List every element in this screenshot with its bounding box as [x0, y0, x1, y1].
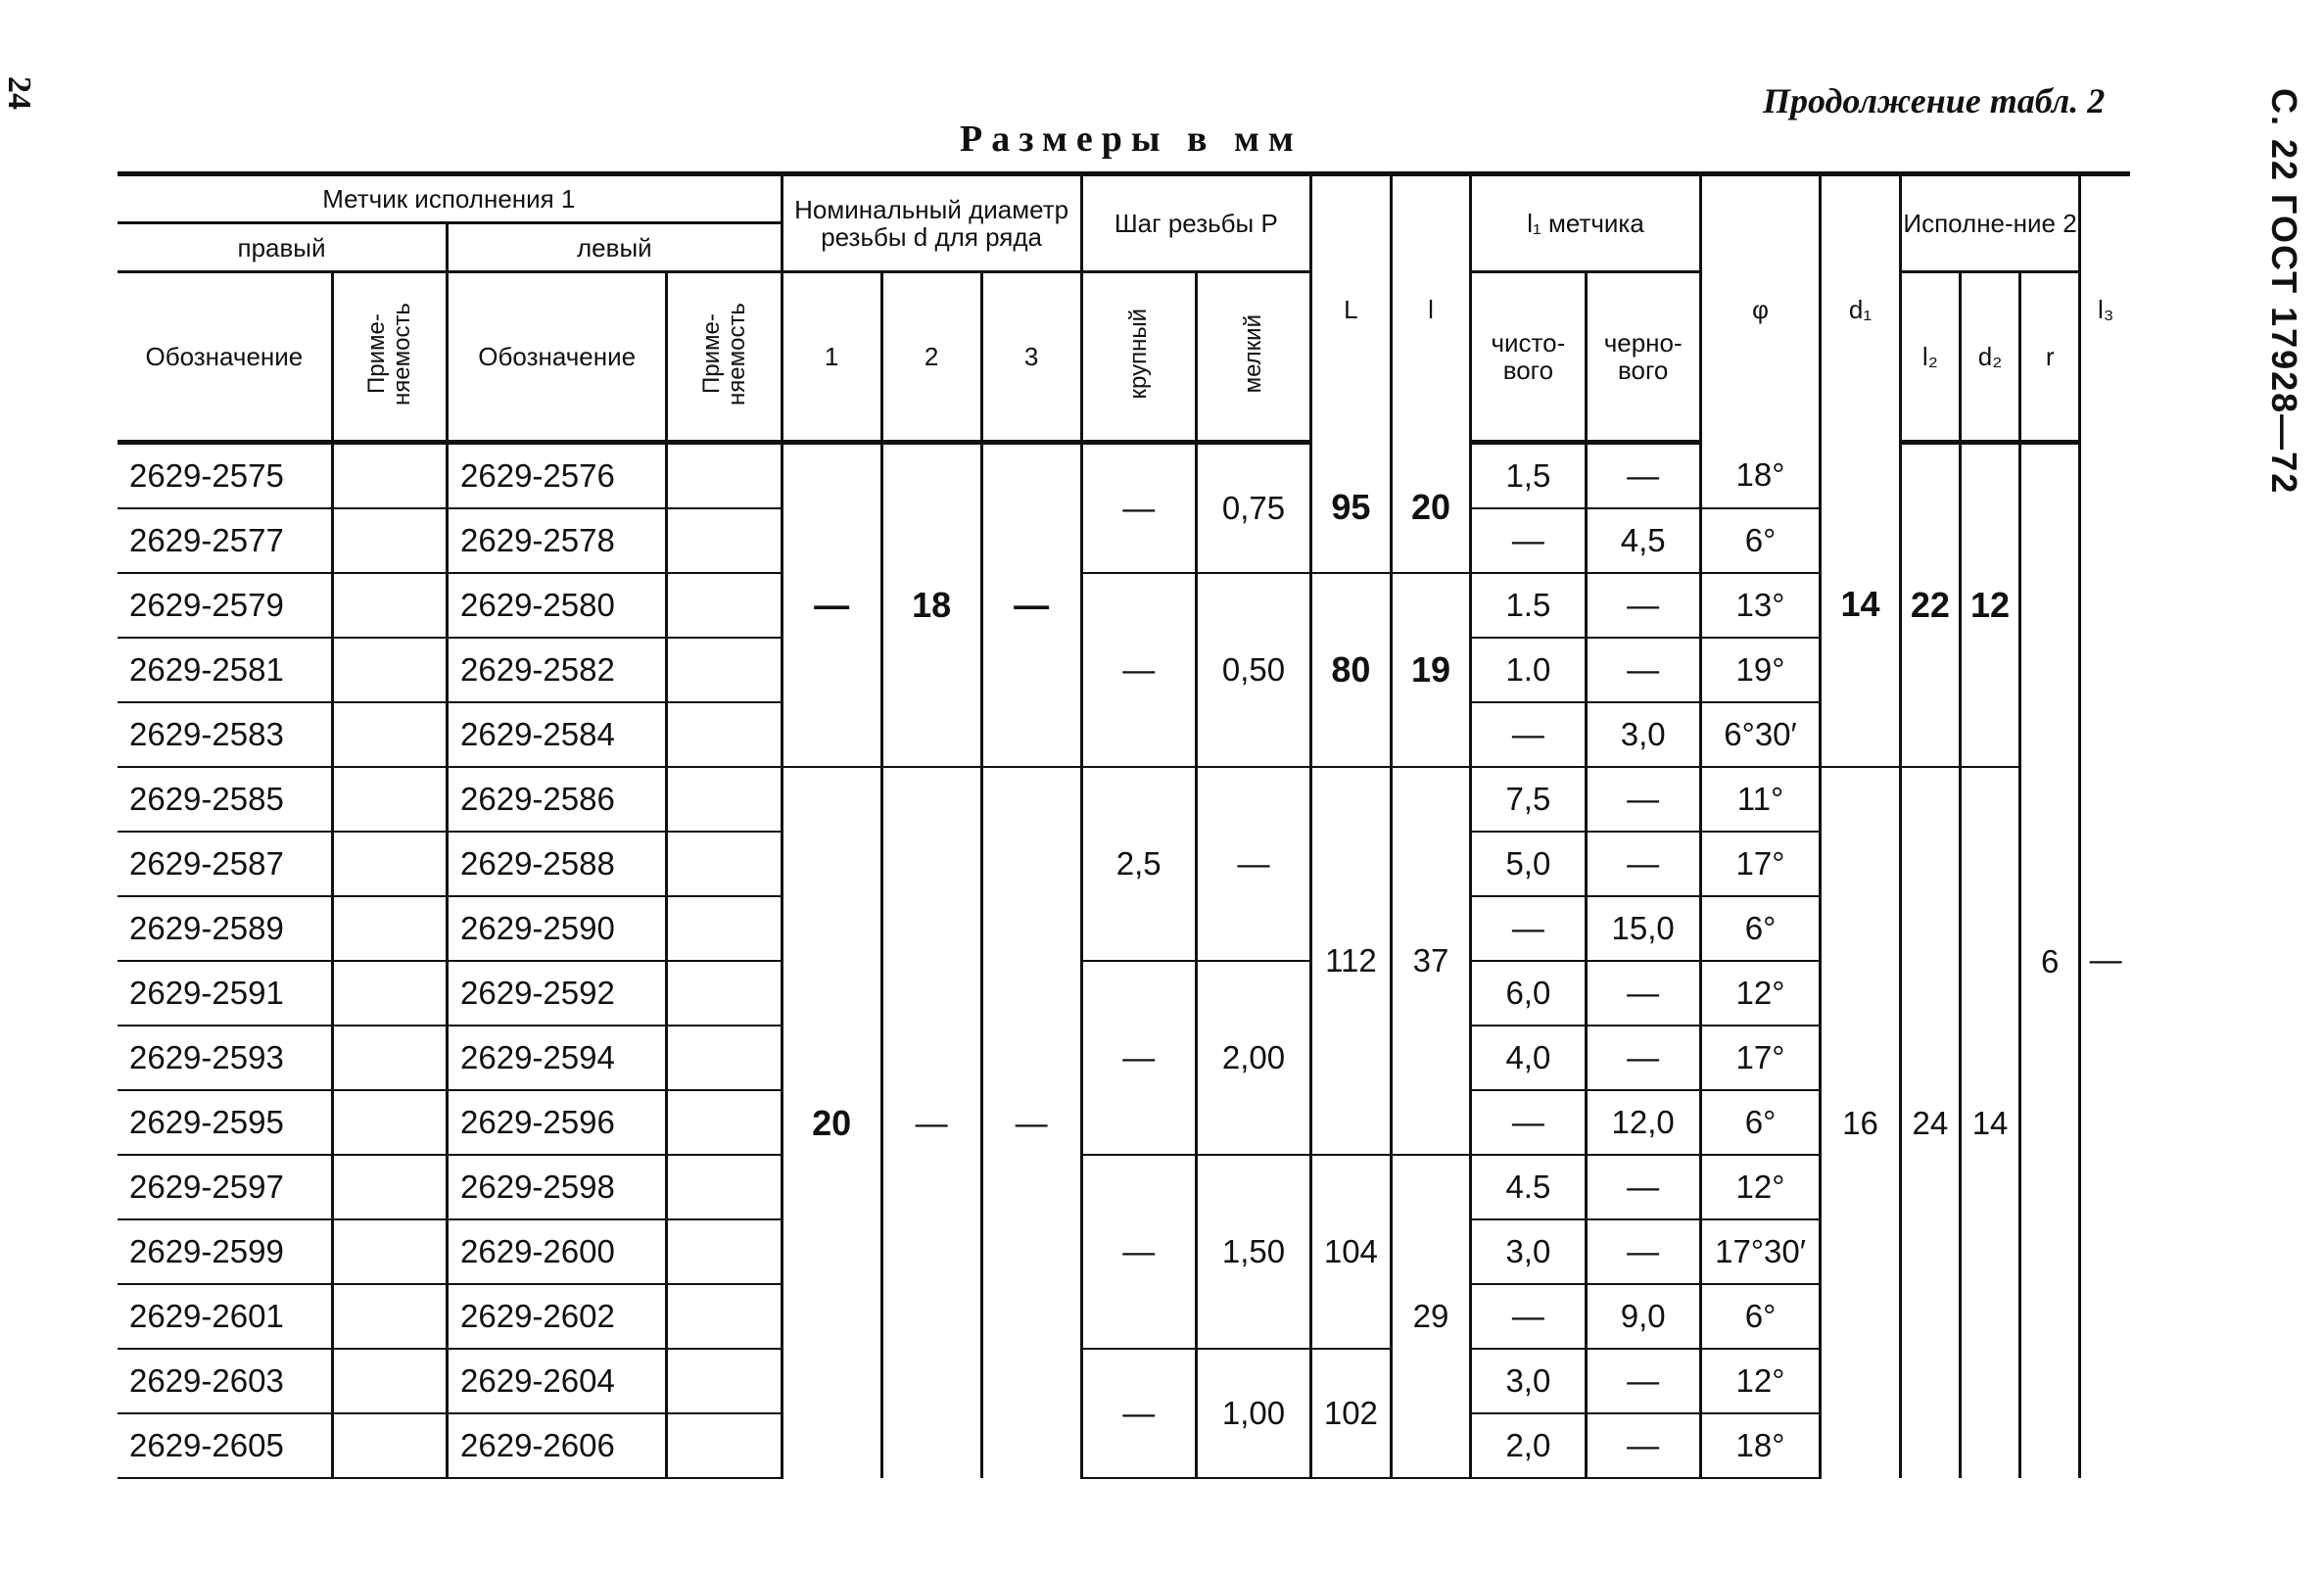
header-l3: l₃	[2080, 174, 2130, 443]
L-value: 95	[1311, 443, 1392, 574]
l1-roughing: —	[1586, 638, 1700, 702]
designation-right: 2629-2595	[118, 1090, 332, 1155]
l1-finishing: 7,5	[1471, 767, 1586, 832]
phi-value: 11°	[1700, 767, 1820, 832]
designation-right: 2629-2605	[118, 1413, 332, 1478]
l1-roughing: —	[1586, 1219, 1700, 1284]
phi-value: 12°	[1700, 961, 1820, 1026]
l1-roughing: —	[1586, 443, 1700, 509]
header-l1: l₁ метчика	[1471, 174, 1701, 272]
designation-left: 2629-2582	[448, 638, 667, 702]
designation-right: 2629-2583	[118, 702, 332, 767]
diameter-row3: —	[981, 443, 1081, 768]
l1-finishing: 2,0	[1471, 1413, 1586, 1478]
l-value: 19	[1391, 573, 1471, 767]
header-row3: 3	[981, 272, 1081, 443]
header-applicability-left: Приме- няемость	[697, 303, 750, 406]
header-L: L	[1311, 174, 1392, 443]
l1-roughing: 15,0	[1586, 896, 1700, 961]
pitch-coarse: 2,5	[1081, 767, 1196, 961]
pitch-fine: 0,50	[1196, 573, 1310, 767]
l1-roughing: 3,0	[1586, 702, 1700, 767]
applicability-left	[667, 1349, 782, 1413]
header-r: r	[2020, 272, 2080, 443]
diameter-row1: 20	[782, 767, 881, 1478]
header-l2: l₂	[1900, 272, 1960, 443]
l-value: 29	[1391, 1155, 1471, 1478]
diameter-row3: —	[981, 767, 1081, 1478]
L-value: 80	[1311, 573, 1392, 767]
side-header: С. 22 ГОСТ 17928—72	[2264, 88, 2304, 496]
applicability-left	[667, 1284, 782, 1349]
designation-left: 2629-2576	[448, 443, 667, 509]
header-d2: d₂	[1960, 272, 2019, 443]
d1-value: 16	[1821, 767, 1901, 1478]
applicability-left	[667, 443, 782, 509]
diameter-row2: 18	[881, 443, 981, 768]
applicability-right	[332, 961, 447, 1026]
phi-value: 6°30′	[1700, 702, 1820, 767]
header-roughing: черно-вого	[1586, 272, 1700, 443]
header-finishing: чисто-вого	[1471, 272, 1586, 443]
l1-finishing: 1.5	[1471, 573, 1586, 638]
designation-left: 2629-2578	[448, 508, 667, 573]
applicability-right	[332, 443, 447, 509]
header-phi: φ	[1700, 174, 1820, 443]
l-value: 20	[1391, 443, 1471, 574]
pitch-fine: 0,75	[1196, 443, 1310, 574]
phi-value: 6°	[1700, 1284, 1820, 1349]
applicability-left	[667, 1026, 782, 1090]
applicability-right	[332, 1090, 447, 1155]
applicability-right	[332, 1026, 447, 1090]
page-number: 24	[1, 76, 37, 110]
designation-left: 2629-2580	[448, 573, 667, 638]
designation-left: 2629-2594	[448, 1026, 667, 1090]
header-exec2: Исполне-ние 2	[1900, 174, 2080, 272]
designation-left: 2629-2606	[448, 1413, 667, 1478]
units-caption: Размеры в мм	[960, 119, 1303, 160]
pitch-coarse: —	[1081, 1349, 1196, 1478]
pitch-coarse: —	[1081, 961, 1196, 1155]
l1-finishing: —	[1471, 1284, 1586, 1349]
pitch-fine: 1,50	[1196, 1155, 1310, 1349]
l-value: 37	[1391, 767, 1471, 1155]
applicability-left	[667, 638, 782, 702]
applicability-left	[667, 573, 782, 638]
pitch-coarse: —	[1081, 443, 1196, 574]
designation-right: 2629-2589	[118, 896, 332, 961]
applicability-left	[667, 508, 782, 573]
pitch-fine: 2,00	[1196, 961, 1310, 1155]
applicability-left	[667, 1219, 782, 1284]
applicability-right	[332, 1413, 447, 1478]
l1-roughing: —	[1586, 767, 1700, 832]
l1-roughing: —	[1586, 961, 1700, 1026]
l1-finishing: 6,0	[1471, 961, 1586, 1026]
l2-value: 24	[1900, 767, 1960, 1478]
header-applicability-right: Приме- няемость	[362, 303, 415, 406]
d2-value: 12	[1960, 443, 2019, 768]
applicability-right	[332, 832, 447, 896]
designation-right: 2629-2579	[118, 573, 332, 638]
l1-roughing: —	[1586, 1413, 1700, 1478]
designation-left: 2629-2600	[448, 1219, 667, 1284]
applicability-left	[667, 767, 782, 832]
header-applicability-right-cell	[332, 272, 447, 443]
designation-left: 2629-2598	[448, 1155, 667, 1219]
l1-finishing: —	[1471, 896, 1586, 961]
phi-value: 17°	[1700, 832, 1820, 896]
l1-finishing: 3,0	[1471, 1349, 1586, 1413]
designation-right: 2629-2587	[118, 832, 332, 896]
r-value: 6	[2020, 443, 2080, 1479]
header-row1: 1	[782, 272, 881, 443]
pitch-fine: —	[1196, 767, 1310, 961]
header-l: l	[1391, 174, 1471, 443]
L-value: 112	[1311, 767, 1392, 1155]
d1-value: 14	[1821, 443, 1901, 768]
l2-value: 22	[1900, 443, 1960, 768]
phi-value: 18°	[1700, 443, 1820, 509]
designation-left: 2629-2584	[448, 702, 667, 767]
pitch-coarse: —	[1081, 1155, 1196, 1349]
phi-value: 6°	[1700, 1090, 1820, 1155]
header-pitch: Шаг резьбы P	[1081, 174, 1311, 272]
header-fine: мелкий	[1239, 314, 1266, 394]
designation-left: 2629-2590	[448, 896, 667, 961]
designation-left: 2629-2604	[448, 1349, 667, 1413]
header-designation-left: Обозначение	[448, 272, 667, 443]
l1-roughing: 12,0	[1586, 1090, 1700, 1155]
applicability-right	[332, 702, 447, 767]
designation-right: 2629-2585	[118, 767, 332, 832]
applicability-right	[332, 573, 447, 638]
header-row2: 2	[881, 272, 981, 443]
l1-finishing: 4,0	[1471, 1026, 1586, 1090]
l1-finishing: 3,0	[1471, 1219, 1586, 1284]
pitch-fine: 1,00	[1196, 1349, 1310, 1478]
designation-left: 2629-2592	[448, 961, 667, 1026]
header-coarse: крупный	[1124, 309, 1152, 400]
designation-right: 2629-2593	[118, 1026, 332, 1090]
l1-roughing: —	[1586, 1349, 1700, 1413]
applicability-right	[332, 767, 447, 832]
designation-right: 2629-2601	[118, 1284, 332, 1349]
l1-finishing: —	[1471, 508, 1586, 573]
designation-right: 2629-2575	[118, 443, 332, 509]
diameter-row2: —	[881, 767, 981, 1478]
header-designation-right: Обозначение	[118, 272, 332, 443]
l1-finishing: 4.5	[1471, 1155, 1586, 1219]
header-applicability-left-cell	[667, 272, 782, 443]
designation-right: 2629-2591	[118, 961, 332, 1026]
designation-left: 2629-2596	[448, 1090, 667, 1155]
designation-right: 2629-2577	[118, 508, 332, 573]
phi-value: 13°	[1700, 573, 1820, 638]
l1-roughing: —	[1586, 573, 1700, 638]
applicability-right	[332, 638, 447, 702]
applicability-left	[667, 896, 782, 961]
applicability-left	[667, 1090, 782, 1155]
l1-finishing: 1.0	[1471, 638, 1586, 702]
header-tap-exec1: Метчик исполнения 1	[118, 174, 782, 223]
applicability-left	[667, 702, 782, 767]
l1-roughing: 4,5	[1586, 508, 1700, 573]
designation-right: 2629-2603	[118, 1349, 332, 1413]
l1-roughing: 9,0	[1586, 1284, 1700, 1349]
table-row	[118, 443, 2130, 509]
L-value: 104	[1311, 1155, 1392, 1349]
applicability-left	[667, 832, 782, 896]
header-nominal-diameter: Номинальный диаметр резьбы d для ряда	[782, 174, 1081, 272]
designation-right: 2629-2597	[118, 1155, 332, 1219]
l1-roughing: —	[1586, 1026, 1700, 1090]
applicability-right	[332, 1349, 447, 1413]
l1-finishing: —	[1471, 1090, 1586, 1155]
diameter-row1: —	[782, 443, 881, 768]
applicability-right	[332, 896, 447, 961]
header-coarse-cell	[1081, 272, 1196, 443]
dimensions-table	[118, 171, 2130, 1479]
phi-value: 17°	[1700, 1026, 1820, 1090]
table-row	[118, 767, 2130, 832]
L-value: 102	[1311, 1349, 1392, 1478]
d2-value: 14	[1960, 767, 2019, 1478]
phi-value: 19°	[1700, 638, 1820, 702]
phi-value: 12°	[1700, 1155, 1820, 1219]
designation-left: 2629-2602	[448, 1284, 667, 1349]
l1-finishing: —	[1471, 702, 1586, 767]
applicability-left	[667, 1413, 782, 1478]
applicability-right	[332, 1284, 447, 1349]
phi-value: 18°	[1700, 1413, 1820, 1478]
phi-value: 6°	[1700, 896, 1820, 961]
l1-finishing: 5,0	[1471, 832, 1586, 896]
header-left: левый	[448, 223, 783, 272]
l1-roughing: —	[1586, 832, 1700, 896]
designation-right: 2629-2599	[118, 1219, 332, 1284]
l1-finishing: 1,5	[1471, 443, 1586, 509]
phi-value: 17°30′	[1700, 1219, 1820, 1284]
phi-value: 12°	[1700, 1349, 1820, 1413]
header-d1: d₁	[1821, 174, 1901, 443]
header-right: правый	[118, 223, 448, 272]
applicability-left	[667, 961, 782, 1026]
header-fine-cell	[1196, 272, 1310, 443]
applicability-right	[332, 1219, 447, 1284]
applicability-right	[332, 508, 447, 573]
applicability-left	[667, 1155, 782, 1219]
l1-roughing: —	[1586, 1155, 1700, 1219]
phi-value: 6°	[1700, 508, 1820, 573]
pitch-coarse: —	[1081, 573, 1196, 767]
designation-right: 2629-2581	[118, 638, 332, 702]
l3-value: —	[2080, 443, 2130, 1479]
designation-left: 2629-2588	[448, 832, 667, 896]
continuation-caption: Продолжение табл. 2	[1763, 81, 2106, 120]
applicability-right	[332, 1155, 447, 1219]
designation-left: 2629-2586	[448, 767, 667, 832]
